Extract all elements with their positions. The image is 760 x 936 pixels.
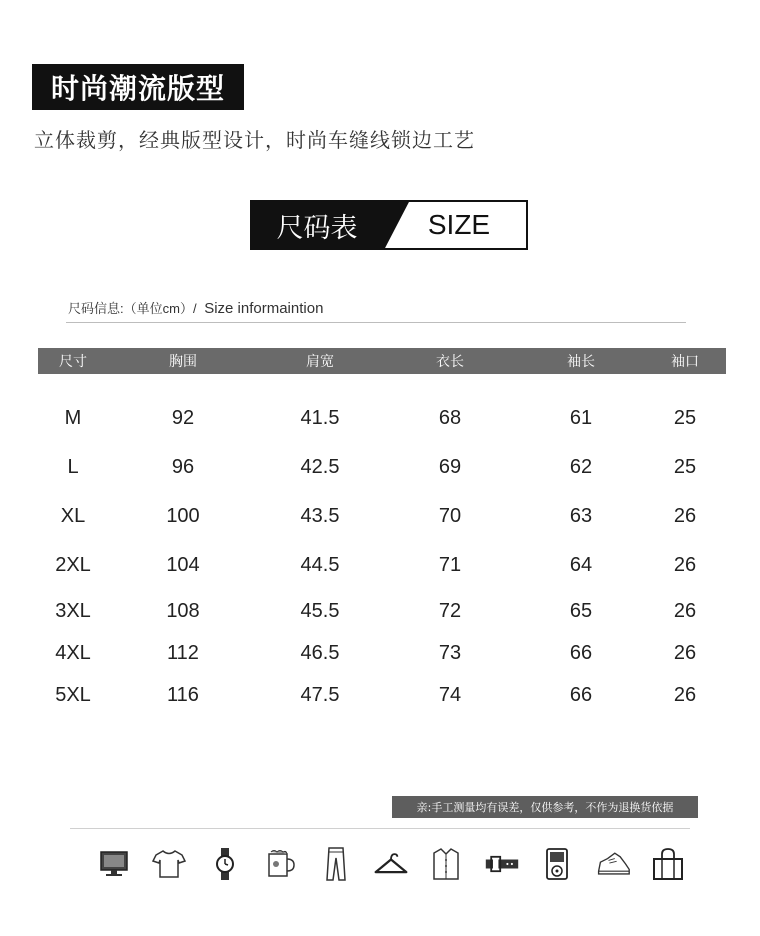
cell-shoulder: 44.5 — [300, 554, 340, 576]
cell-cuff: 25 — [673, 456, 697, 478]
cell-length: 72 — [438, 599, 462, 622]
tshirt-icon — [151, 844, 187, 884]
category-icon-strip — [96, 842, 686, 886]
table-row — [38, 674, 726, 716]
size-badge-cn: 尺码表 — [276, 212, 358, 244]
header-cuff: 袖口 — [671, 354, 699, 370]
cell-length: 73 — [438, 641, 462, 664]
sneaker-icon — [595, 844, 631, 884]
measurement-disclaimer: 亲:手工测量均有误差，仅供参考，不作为退换货依据 — [392, 796, 698, 818]
bottom-divider — [70, 828, 690, 829]
cell-chest: 92 — [171, 407, 195, 429]
hanger-icon — [373, 844, 409, 884]
cell-sleeve: 61 — [569, 407, 593, 429]
cell-cuff: 26 — [673, 599, 697, 622]
cell-chest: 112 — [167, 641, 199, 664]
cell-sleeve: 63 — [569, 505, 593, 527]
mug-icon — [262, 844, 298, 884]
cell-sleeve: 64 — [569, 554, 593, 576]
table-row — [38, 590, 726, 632]
cell-length: 70 — [438, 505, 462, 527]
cell-length: 69 — [438, 456, 462, 478]
cell-size: 4XL — [55, 641, 91, 664]
cell-length: 74 — [438, 683, 462, 706]
table-row — [38, 394, 726, 443]
cell-cuff: 26 — [673, 683, 697, 706]
cell-sleeve: 62 — [569, 456, 593, 478]
size-info-en: Size informaintion — [204, 300, 324, 317]
cell-shoulder: 45.5 — [300, 599, 340, 622]
cell-cuff: 26 — [673, 554, 697, 576]
table-row — [38, 632, 726, 674]
cell-chest: 104 — [166, 554, 200, 576]
size-info-line — [68, 298, 323, 317]
header-size: 尺寸 — [59, 354, 87, 370]
pants-icon — [318, 844, 354, 884]
watch-icon — [207, 844, 243, 884]
shirt-icon — [428, 844, 464, 884]
cell-shoulder: 42.5 — [300, 456, 340, 478]
cell-size: L — [67, 456, 79, 478]
cell-cuff: 26 — [673, 505, 697, 527]
cell-chest: 96 — [171, 456, 195, 478]
music-player-icon — [539, 844, 575, 884]
cell-length: 68 — [438, 407, 462, 429]
belt-icon — [484, 844, 520, 884]
bag-icon — [650, 844, 686, 884]
cell-size: 5XL — [55, 683, 91, 706]
table-row — [38, 492, 726, 541]
cell-sleeve: 65 — [569, 599, 593, 622]
header-chest: 胸围 — [169, 354, 197, 370]
cell-cuff: 25 — [673, 407, 697, 429]
table-row — [38, 541, 726, 590]
header-shoulder: 肩宽 — [306, 354, 334, 370]
table-row — [38, 443, 726, 492]
cell-shoulder: 46.5 — [300, 641, 340, 664]
header-length: 衣长 — [436, 354, 464, 370]
cell-shoulder: 47.5 — [300, 683, 340, 706]
size-badge-en: SIZE — [427, 209, 491, 240]
size-chart-badge — [250, 200, 528, 250]
cell-chest: 108 — [166, 599, 200, 622]
cell-shoulder: 43.5 — [300, 505, 340, 527]
size-table-body — [38, 394, 726, 716]
info-divider — [66, 322, 686, 323]
cell-chest: 116 — [167, 683, 199, 706]
cell-size: 2XL — [55, 554, 91, 576]
cell-chest: 100 — [166, 505, 200, 527]
size-table-header — [38, 348, 726, 374]
cell-size: XL — [60, 505, 86, 527]
cell-size: 3XL — [55, 599, 91, 622]
cell-sleeve: 66 — [569, 641, 593, 664]
cell-cuff: 26 — [673, 641, 697, 664]
size-info-cn: 尺码信息:（单位cm）/ — [68, 301, 197, 316]
header-sleeve: 袖长 — [567, 354, 595, 370]
page-subtitle: 立体裁剪，经典版型设计，时尚车缝线锁边工艺 — [34, 128, 475, 152]
cell-shoulder: 41.5 — [300, 407, 340, 429]
monitor-icon — [96, 844, 132, 884]
cell-sleeve: 66 — [569, 683, 593, 706]
page-title: 时尚潮流版型 — [32, 64, 244, 110]
cell-size: M — [64, 407, 82, 429]
cell-length: 71 — [438, 554, 462, 576]
